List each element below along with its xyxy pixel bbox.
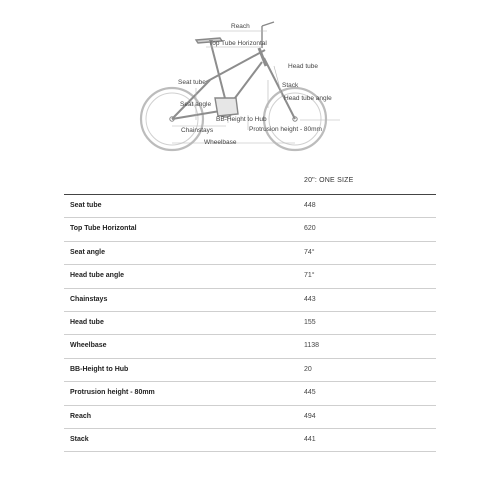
bike-geometry-diagram bbox=[0, 0, 500, 160]
row-label: Head tube bbox=[70, 318, 104, 326]
table-row bbox=[64, 288, 436, 311]
table-row bbox=[64, 311, 436, 334]
row-value: 494 bbox=[304, 412, 316, 420]
label-wheelbase: Wheelbase bbox=[204, 139, 237, 146]
label-bb-height-to-hub: BB-Height to Hub bbox=[216, 116, 267, 123]
label-reach: Reach bbox=[231, 23, 250, 30]
table-row bbox=[64, 264, 436, 287]
row-label: Top Tube Horizontal bbox=[70, 225, 137, 233]
label-stack: Stack bbox=[282, 82, 299, 89]
row-value: 1138 bbox=[304, 342, 320, 350]
table-row bbox=[64, 381, 436, 404]
table-row bbox=[64, 358, 436, 381]
table-bottom-border bbox=[64, 451, 436, 452]
table-body bbox=[64, 194, 436, 451]
label-seat-tube: Seat tube bbox=[178, 79, 206, 86]
row-label: Head tube angle bbox=[70, 272, 125, 280]
frame-top-tube bbox=[206, 50, 265, 82]
geometry-table bbox=[64, 170, 436, 452]
table-row bbox=[64, 405, 436, 428]
handlebar bbox=[262, 22, 274, 26]
label-seat-angle: Seat angle bbox=[180, 101, 212, 108]
row-label: Seat angle bbox=[70, 248, 106, 256]
row-label: Wheelbase bbox=[70, 342, 107, 350]
bike-drawing bbox=[0, 0, 500, 160]
motor-housing bbox=[215, 98, 238, 116]
row-label: Reach bbox=[70, 412, 92, 420]
row-value: 443 bbox=[304, 295, 316, 303]
table-header bbox=[64, 170, 436, 194]
label-chainstays: Chainstays bbox=[181, 127, 214, 134]
label-protrusion-height: Protrusion height - 80mm bbox=[249, 126, 322, 133]
row-label: Seat tube bbox=[70, 202, 102, 209]
table-row bbox=[64, 428, 436, 451]
row-label: Protrusion height - 80mm bbox=[70, 389, 155, 397]
label-head-tube: Head tube bbox=[288, 63, 318, 70]
row-value: 74° bbox=[304, 248, 315, 256]
row-value: 441 bbox=[304, 435, 316, 443]
row-label: Stack bbox=[70, 435, 89, 443]
row-label: BB-Height to Hub bbox=[70, 365, 129, 373]
size-column-header: 20": ONE SIZE bbox=[304, 177, 354, 184]
label-top-tube-horizontal: Top Tube Horizontal bbox=[209, 40, 267, 47]
row-label: Chainstays bbox=[70, 295, 108, 303]
row-value: 71° bbox=[304, 272, 315, 280]
label-head-tube-angle: Head tube angle bbox=[284, 95, 332, 102]
row-value: 620 bbox=[304, 225, 316, 233]
table-row bbox=[64, 334, 436, 357]
row-value: 445 bbox=[304, 389, 316, 397]
row-value: 20 bbox=[304, 365, 312, 373]
table-row bbox=[64, 194, 436, 217]
row-value: 448 bbox=[304, 202, 316, 209]
table-row bbox=[64, 241, 436, 264]
row-value: 155 bbox=[304, 318, 316, 326]
table-row bbox=[64, 217, 436, 240]
